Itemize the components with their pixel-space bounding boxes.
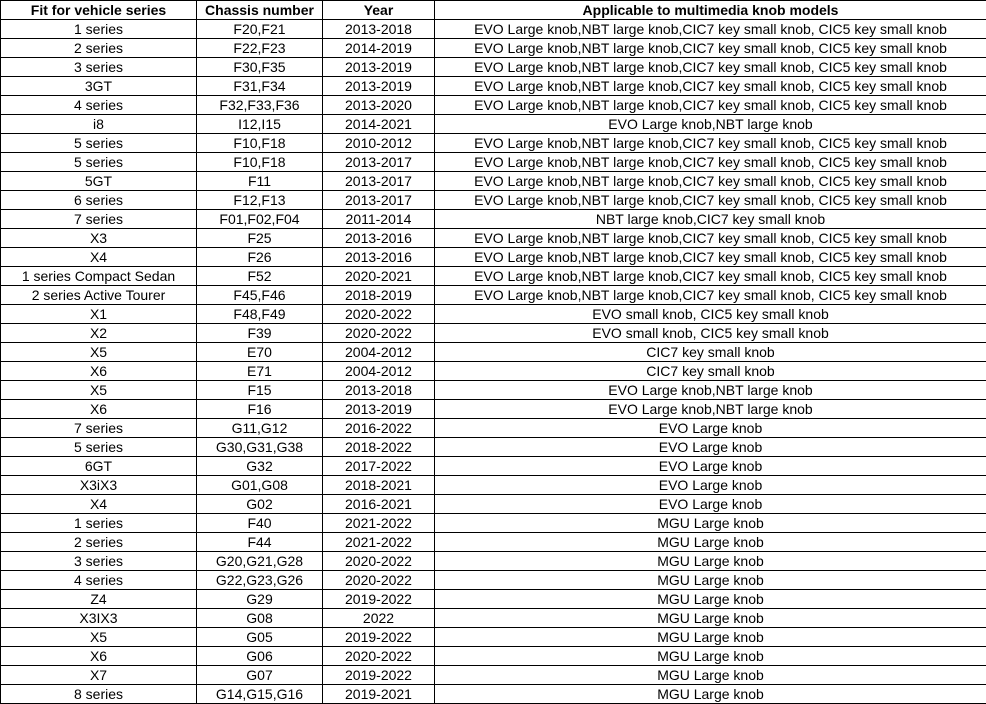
cell-year: 2014-2021 xyxy=(323,115,435,134)
cell-year: 2021-2022 xyxy=(323,533,435,552)
cell-chassis-number: F44 xyxy=(197,533,323,552)
cell-year: 2013-2019 xyxy=(323,400,435,419)
cell-vehicle-series: X5 xyxy=(1,343,197,362)
cell-knob-models: MGU Large knob xyxy=(435,552,986,571)
table-row xyxy=(1,685,986,704)
cell-chassis-number: G01,G08 xyxy=(197,476,323,495)
header-vehicle-series: Fit for vehicle series xyxy=(1,1,197,20)
cell-chassis-number: G30,G31,G38 xyxy=(197,438,323,457)
cell-vehicle-series: X6 xyxy=(1,647,197,666)
cell-chassis-number: F40 xyxy=(197,514,323,533)
cell-chassis-number: F39 xyxy=(197,324,323,343)
cell-year: 2013-2017 xyxy=(323,153,435,172)
cell-vehicle-series: 3 series xyxy=(1,552,197,571)
cell-knob-models: MGU Large knob xyxy=(435,533,986,552)
cell-chassis-number: F15 xyxy=(197,381,323,400)
cell-chassis-number: G29 xyxy=(197,590,323,609)
cell-knob-models: EVO Large knob xyxy=(435,476,986,495)
table-row xyxy=(1,362,986,381)
cell-vehicle-series: 7 series xyxy=(1,419,197,438)
cell-year: 2016-2022 xyxy=(323,419,435,438)
cell-year: 2019-2022 xyxy=(323,666,435,685)
cell-chassis-number: G22,G23,G26 xyxy=(197,571,323,590)
cell-vehicle-series: X6 xyxy=(1,400,197,419)
cell-year: 2020-2022 xyxy=(323,647,435,666)
cell-knob-models: CIC7 key small knob xyxy=(435,343,986,362)
cell-chassis-number: F20,F21 xyxy=(197,20,323,39)
cell-chassis-number: G02 xyxy=(197,495,323,514)
cell-year: 2018-2021 xyxy=(323,476,435,495)
table-row xyxy=(1,134,986,153)
cell-year: 2013-2019 xyxy=(323,58,435,77)
table-row xyxy=(1,628,986,647)
table-row xyxy=(1,210,986,229)
cell-vehicle-series: 1 series xyxy=(1,20,197,39)
cell-year: 2014-2019 xyxy=(323,39,435,58)
cell-year: 2019-2021 xyxy=(323,685,435,704)
cell-year: 2020-2022 xyxy=(323,571,435,590)
cell-knob-models: EVO Large knob xyxy=(435,457,986,476)
table-row xyxy=(1,495,986,514)
table-row xyxy=(1,400,986,419)
cell-year: 2019-2022 xyxy=(323,590,435,609)
cell-chassis-number: E70 xyxy=(197,343,323,362)
table-row xyxy=(1,476,986,495)
table-row xyxy=(1,267,986,286)
table-row xyxy=(1,229,986,248)
cell-chassis-number: G32 xyxy=(197,457,323,476)
cell-knob-models: EVO Large knob,NBT large knob,CIC7 key small knob, CIC5 key small knob xyxy=(435,191,986,210)
cell-vehicle-series: X6 xyxy=(1,362,197,381)
cell-vehicle-series: 4 series xyxy=(1,96,197,115)
table-row xyxy=(1,381,986,400)
table-row xyxy=(1,305,986,324)
table-row xyxy=(1,77,986,96)
cell-vehicle-series: 5GT xyxy=(1,172,197,191)
cell-year: 2004-2012 xyxy=(323,343,435,362)
cell-knob-models: MGU Large knob xyxy=(435,647,986,666)
cell-vehicle-series: 7 series xyxy=(1,210,197,229)
cell-knob-models: EVO Large knob,NBT large knob,CIC7 key small knob, CIC5 key small knob xyxy=(435,267,986,286)
cell-knob-models: EVO Large knob xyxy=(435,419,986,438)
table-row xyxy=(1,552,986,571)
table-row xyxy=(1,457,986,476)
cell-year: 2020-2021 xyxy=(323,267,435,286)
cell-knob-models: EVO Large knob,NBT large knob,CIC7 key small knob, CIC5 key small knob xyxy=(435,172,986,191)
cell-vehicle-series: 2 series xyxy=(1,39,197,58)
cell-knob-models: EVO Large knob,NBT large knob,CIC7 key small knob, CIC5 key small knob xyxy=(435,248,986,267)
cell-year: 2013-2016 xyxy=(323,229,435,248)
cell-knob-models: EVO Large knob,NBT large knob,CIC7 key small knob, CIC5 key small knob xyxy=(435,58,986,77)
table-row xyxy=(1,96,986,115)
table-row xyxy=(1,438,986,457)
cell-year: 2021-2022 xyxy=(323,514,435,533)
cell-vehicle-series: X1 xyxy=(1,305,197,324)
cell-vehicle-series: 2 series Active Tourer xyxy=(1,286,197,305)
cell-knob-models: EVO Large knob,NBT large knob,CIC7 key small knob, CIC5 key small knob xyxy=(435,286,986,305)
cell-vehicle-series: X3IX3 xyxy=(1,609,197,628)
cell-chassis-number: E71 xyxy=(197,362,323,381)
cell-knob-models: EVO Large knob,NBT large knob,CIC7 key small knob, CIC5 key small knob xyxy=(435,96,986,115)
cell-vehicle-series: X4 xyxy=(1,495,197,514)
cell-vehicle-series: X5 xyxy=(1,628,197,647)
cell-vehicle-series: X4 xyxy=(1,248,197,267)
cell-year: 2018-2022 xyxy=(323,438,435,457)
cell-chassis-number: F31,F34 xyxy=(197,77,323,96)
cell-chassis-number: G14,G15,G16 xyxy=(197,685,323,704)
table-row xyxy=(1,533,986,552)
cell-knob-models: MGU Large knob xyxy=(435,628,986,647)
cell-knob-models: NBT large knob,CIC7 key small knob xyxy=(435,210,986,229)
cell-knob-models: EVO Large knob,NBT large knob,CIC7 key small knob, CIC5 key small knob xyxy=(435,153,986,172)
cell-knob-models: EVO small knob, CIC5 key small knob xyxy=(435,324,986,343)
cell-vehicle-series: X3 xyxy=(1,229,197,248)
cell-knob-models: MGU Large knob xyxy=(435,666,986,685)
cell-year: 2013-2020 xyxy=(323,96,435,115)
cell-knob-models: EVO Large knob,NBT large knob xyxy=(435,381,986,400)
cell-chassis-number: F22,F23 xyxy=(197,39,323,58)
cell-vehicle-series: 1 series Compact Sedan xyxy=(1,267,197,286)
cell-vehicle-series: X5 xyxy=(1,381,197,400)
cell-vehicle-series: 5 series xyxy=(1,438,197,457)
table-row xyxy=(1,590,986,609)
table-row xyxy=(1,647,986,666)
cell-year: 2013-2017 xyxy=(323,172,435,191)
cell-vehicle-series: X2 xyxy=(1,324,197,343)
table-row xyxy=(1,115,986,134)
cell-chassis-number: I12,I15 xyxy=(197,115,323,134)
cell-vehicle-series: 5 series xyxy=(1,134,197,153)
table-row xyxy=(1,514,986,533)
table-body xyxy=(1,20,986,704)
cell-knob-models: EVO Large knob xyxy=(435,438,986,457)
cell-year: 2020-2022 xyxy=(323,305,435,324)
cell-year: 2020-2022 xyxy=(323,552,435,571)
cell-chassis-number: F01,F02,F04 xyxy=(197,210,323,229)
cell-knob-models: MGU Large knob xyxy=(435,590,986,609)
table-row xyxy=(1,58,986,77)
cell-vehicle-series: 3 series xyxy=(1,58,197,77)
cell-chassis-number: G07 xyxy=(197,666,323,685)
cell-chassis-number: F48,F49 xyxy=(197,305,323,324)
cell-vehicle-series: 4 series xyxy=(1,571,197,590)
cell-chassis-number: G20,G21,G28 xyxy=(197,552,323,571)
cell-chassis-number: F10,F18 xyxy=(197,153,323,172)
cell-year: 2010-2012 xyxy=(323,134,435,153)
cell-knob-models: MGU Large knob xyxy=(435,514,986,533)
cell-chassis-number: F32,F33,F36 xyxy=(197,96,323,115)
cell-chassis-number: F12,F13 xyxy=(197,191,323,210)
cell-year: 2016-2021 xyxy=(323,495,435,514)
table-row xyxy=(1,20,986,39)
cell-chassis-number: F52 xyxy=(197,267,323,286)
header-knob-models: Applicable to multimedia knob models xyxy=(435,1,986,20)
cell-year: 2018-2019 xyxy=(323,286,435,305)
cell-year: 2011-2014 xyxy=(323,210,435,229)
cell-chassis-number: G06 xyxy=(197,647,323,666)
cell-chassis-number: F25 xyxy=(197,229,323,248)
cell-knob-models: EVO Large knob,NBT large knob xyxy=(435,115,986,134)
cell-knob-models: CIC7 key small knob xyxy=(435,362,986,381)
table-row xyxy=(1,343,986,362)
cell-knob-models: EVO small knob, CIC5 key small knob xyxy=(435,305,986,324)
cell-year: 2013-2018 xyxy=(323,20,435,39)
cell-vehicle-series: 1 series xyxy=(1,514,197,533)
header-year: Year xyxy=(323,1,435,20)
cell-year: 2013-2017 xyxy=(323,191,435,210)
cell-chassis-number: F30,F35 xyxy=(197,58,323,77)
table-row xyxy=(1,153,986,172)
cell-vehicle-series: X7 xyxy=(1,666,197,685)
cell-knob-models: MGU Large knob xyxy=(435,685,986,704)
table-row xyxy=(1,172,986,191)
cell-year: 2004-2012 xyxy=(323,362,435,381)
cell-year: 2013-2019 xyxy=(323,77,435,96)
cell-knob-models: EVO Large knob,NBT large knob,CIC7 key small knob, CIC5 key small knob xyxy=(435,134,986,153)
cell-year: 2020-2022 xyxy=(323,324,435,343)
cell-chassis-number: F26 xyxy=(197,248,323,267)
cell-vehicle-series: 3GT xyxy=(1,77,197,96)
cell-knob-models: EVO Large knob,NBT large knob,CIC7 key small knob, CIC5 key small knob xyxy=(435,77,986,96)
header-chassis-number: Chassis number xyxy=(197,1,323,20)
table-row xyxy=(1,39,986,58)
cell-chassis-number: G11,G12 xyxy=(197,419,323,438)
cell-vehicle-series: 6GT xyxy=(1,457,197,476)
cell-chassis-number: G05 xyxy=(197,628,323,647)
cell-vehicle-series: i8 xyxy=(1,115,197,134)
cell-vehicle-series: Z4 xyxy=(1,590,197,609)
cell-year: 2022 xyxy=(323,609,435,628)
cell-knob-models: EVO Large knob,NBT large knob xyxy=(435,400,986,419)
table-row xyxy=(1,419,986,438)
cell-chassis-number: F10,F18 xyxy=(197,134,323,153)
cell-chassis-number: F11 xyxy=(197,172,323,191)
cell-knob-models: EVO Large knob,NBT large knob,CIC7 key small knob, CIC5 key small knob xyxy=(435,229,986,248)
cell-knob-models: EVO Large knob xyxy=(435,495,986,514)
cell-knob-models: EVO Large knob,NBT large knob,CIC7 key small knob, CIC5 key small knob xyxy=(435,20,986,39)
table-row xyxy=(1,248,986,267)
cell-knob-models: MGU Large knob xyxy=(435,571,986,590)
cell-vehicle-series: 6 series xyxy=(1,191,197,210)
cell-year: 2013-2018 xyxy=(323,381,435,400)
table-row xyxy=(1,191,986,210)
table-row xyxy=(1,609,986,628)
cell-vehicle-series: 5 series xyxy=(1,153,197,172)
table-row xyxy=(1,286,986,305)
cell-year: 2013-2016 xyxy=(323,248,435,267)
cell-chassis-number: G08 xyxy=(197,609,323,628)
table-header-row xyxy=(1,1,986,20)
cell-vehicle-series: X3iX3 xyxy=(1,476,197,495)
cell-year: 2019-2022 xyxy=(323,628,435,647)
table-row xyxy=(1,324,986,343)
cell-knob-models: MGU Large knob xyxy=(435,609,986,628)
table-row xyxy=(1,666,986,685)
cell-year: 2017-2022 xyxy=(323,457,435,476)
cell-knob-models: EVO Large knob,NBT large knob,CIC7 key small knob, CIC5 key small knob xyxy=(435,39,986,58)
cell-vehicle-series: 8 series xyxy=(1,685,197,704)
table-row xyxy=(1,571,986,590)
cell-vehicle-series: 2 series xyxy=(1,533,197,552)
cell-chassis-number: F16 xyxy=(197,400,323,419)
cell-chassis-number: F45,F46 xyxy=(197,286,323,305)
